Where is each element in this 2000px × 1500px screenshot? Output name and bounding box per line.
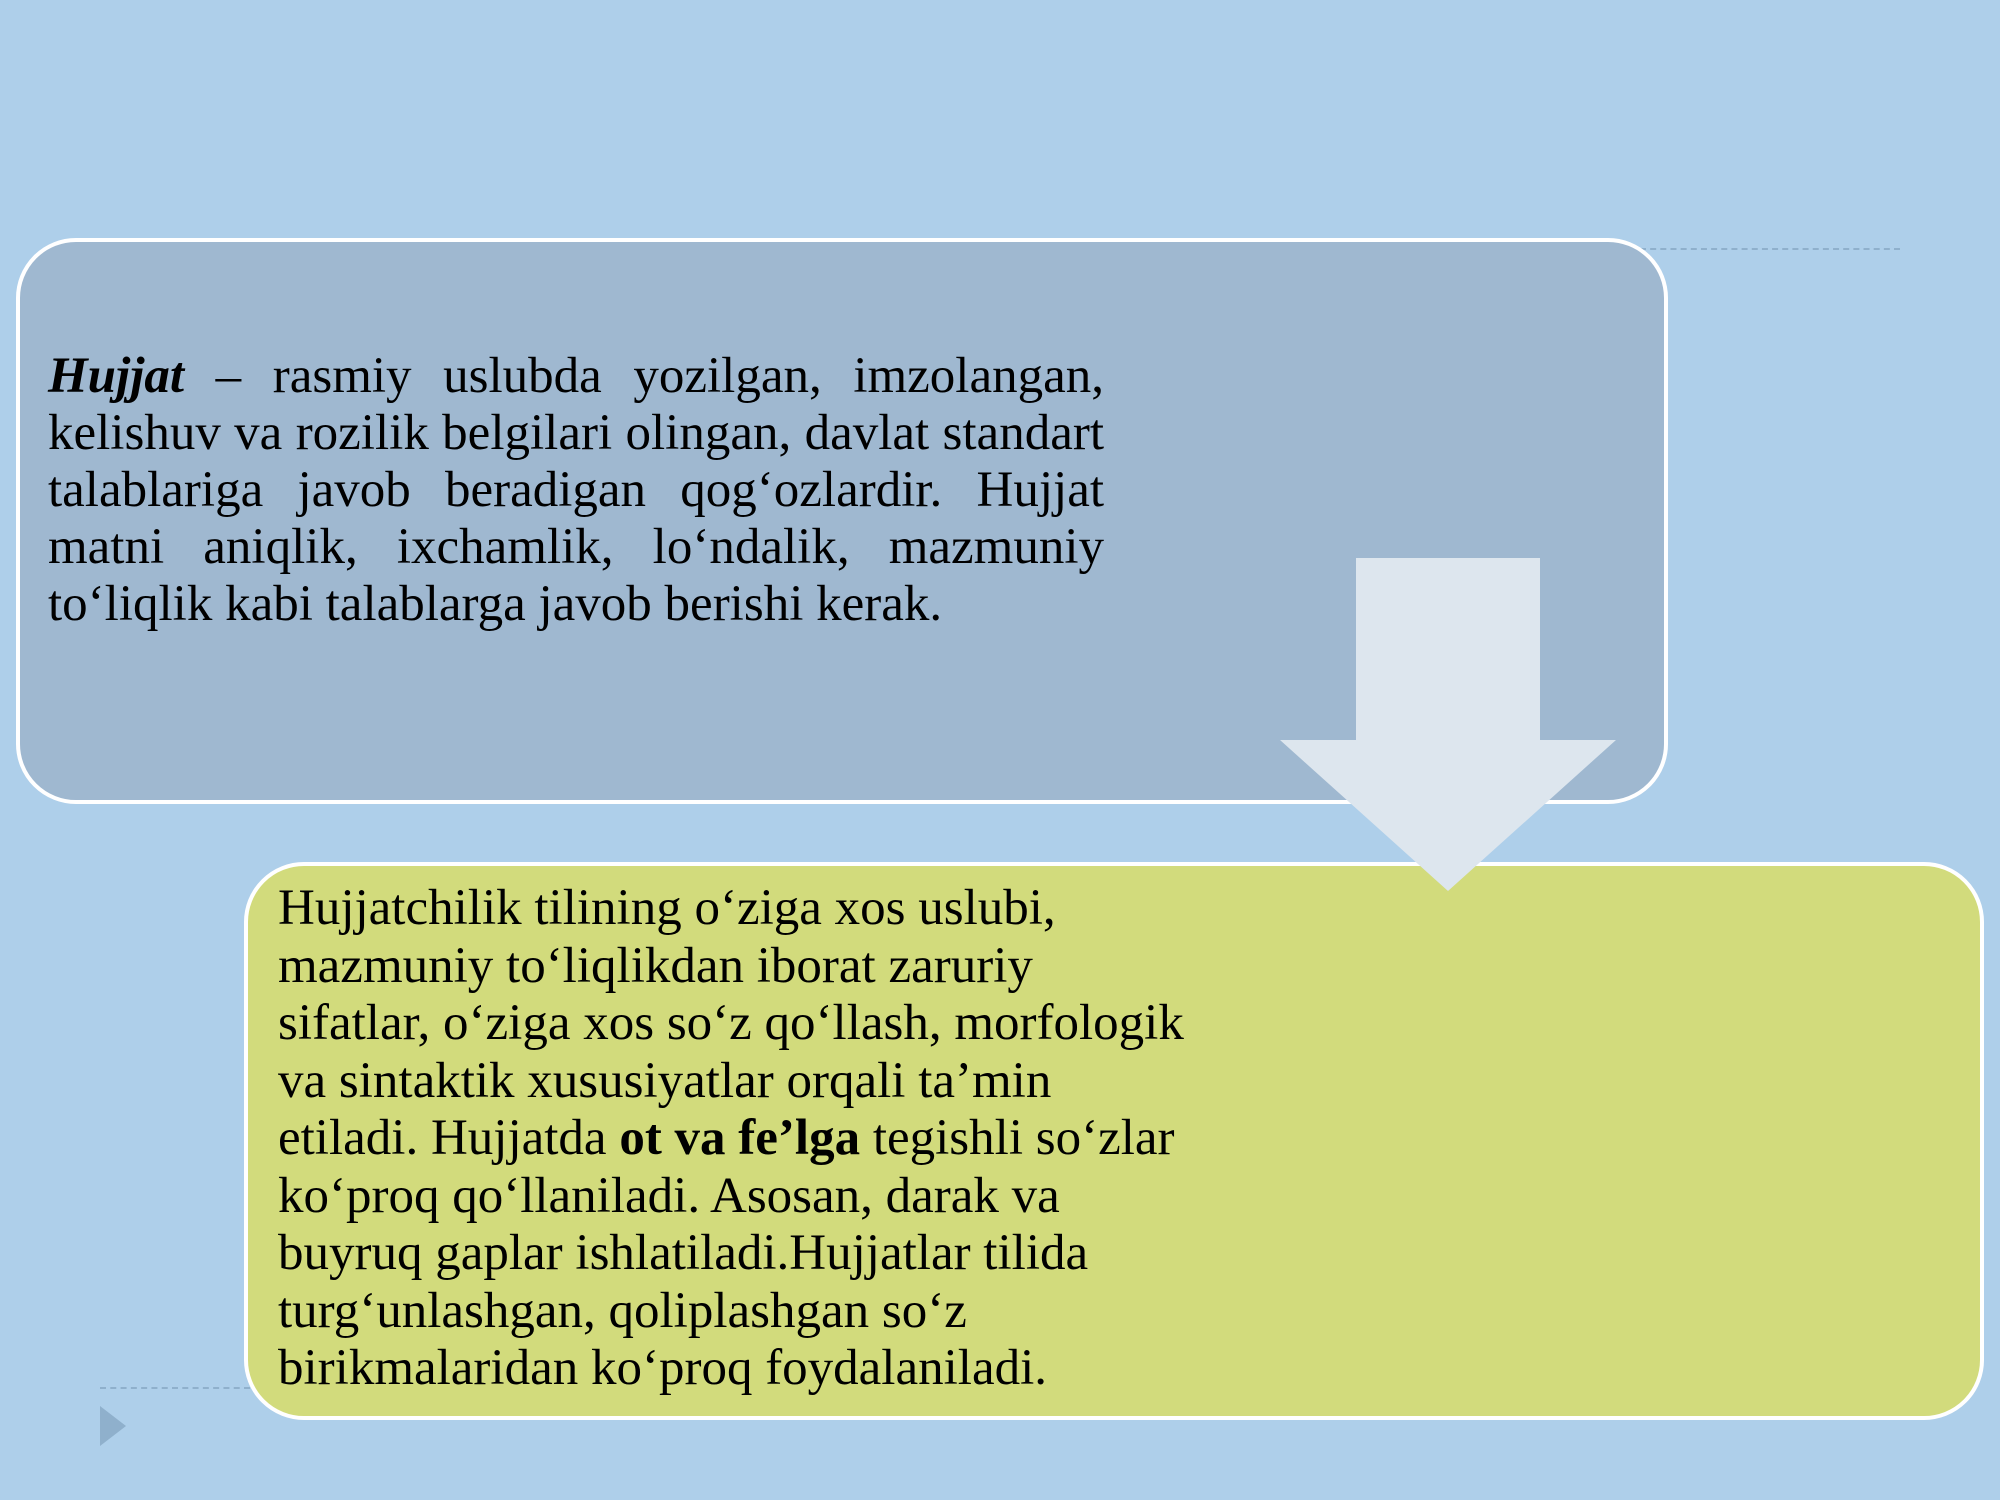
text-line: buyruq gaplar ishlatiladi.Hujjatlar tilida	[278, 1225, 1089, 1281]
decorative-dashed-line	[1640, 248, 1900, 250]
text-fragment: etiladi. Hujjatda	[278, 1110, 620, 1166]
definition-term: Hujjat	[48, 348, 185, 404]
decorative-dashed-line	[100, 1387, 250, 1389]
text-line: Hujjatchilik tilining o‘ziga xos uslubi,	[278, 880, 1056, 936]
text-line	[278, 1110, 1278, 1168]
style-description-text	[278, 880, 1278, 1398]
text-line: birikmalaridan ko‘proq foydalaniladi.	[278, 1340, 1048, 1396]
definition-body: – rasmiy uslubda yozilgan, imzolangan, kelishuv va rozilik belgilari olingan, davlat standart talablariga javob beradigan qog‘ozlardir. Hujjat matni aniqlik, ixchamlik, lo‘ndalik, mazmuniy to‘liqlik kabi talablarga javob berishi kerak.	[48, 348, 1104, 632]
down-arrow-icon	[1280, 558, 1620, 893]
text-fragment: tegishli so‘zlar	[860, 1110, 1175, 1166]
definition-text	[48, 348, 1104, 633]
emphasized-text: ot va fe’lga	[619, 1110, 861, 1166]
play-triangle-icon[interactable]	[100, 1406, 126, 1446]
text-line: turg‘unlashgan, qoliplashgan so‘z	[278, 1282, 967, 1339]
text-line: sifatlar, o‘ziga xos so‘z qo‘llash, morfologik	[278, 995, 1184, 1051]
text-line: ko‘proq qo‘llaniladi. Asosan, darak va	[278, 1167, 1060, 1224]
text-line: mazmuniy to‘liqlikdan iborat zaruriy	[278, 937, 1033, 994]
text-line: va sintaktik xususiyatlar orqali ta’min	[278, 1052, 1052, 1109]
